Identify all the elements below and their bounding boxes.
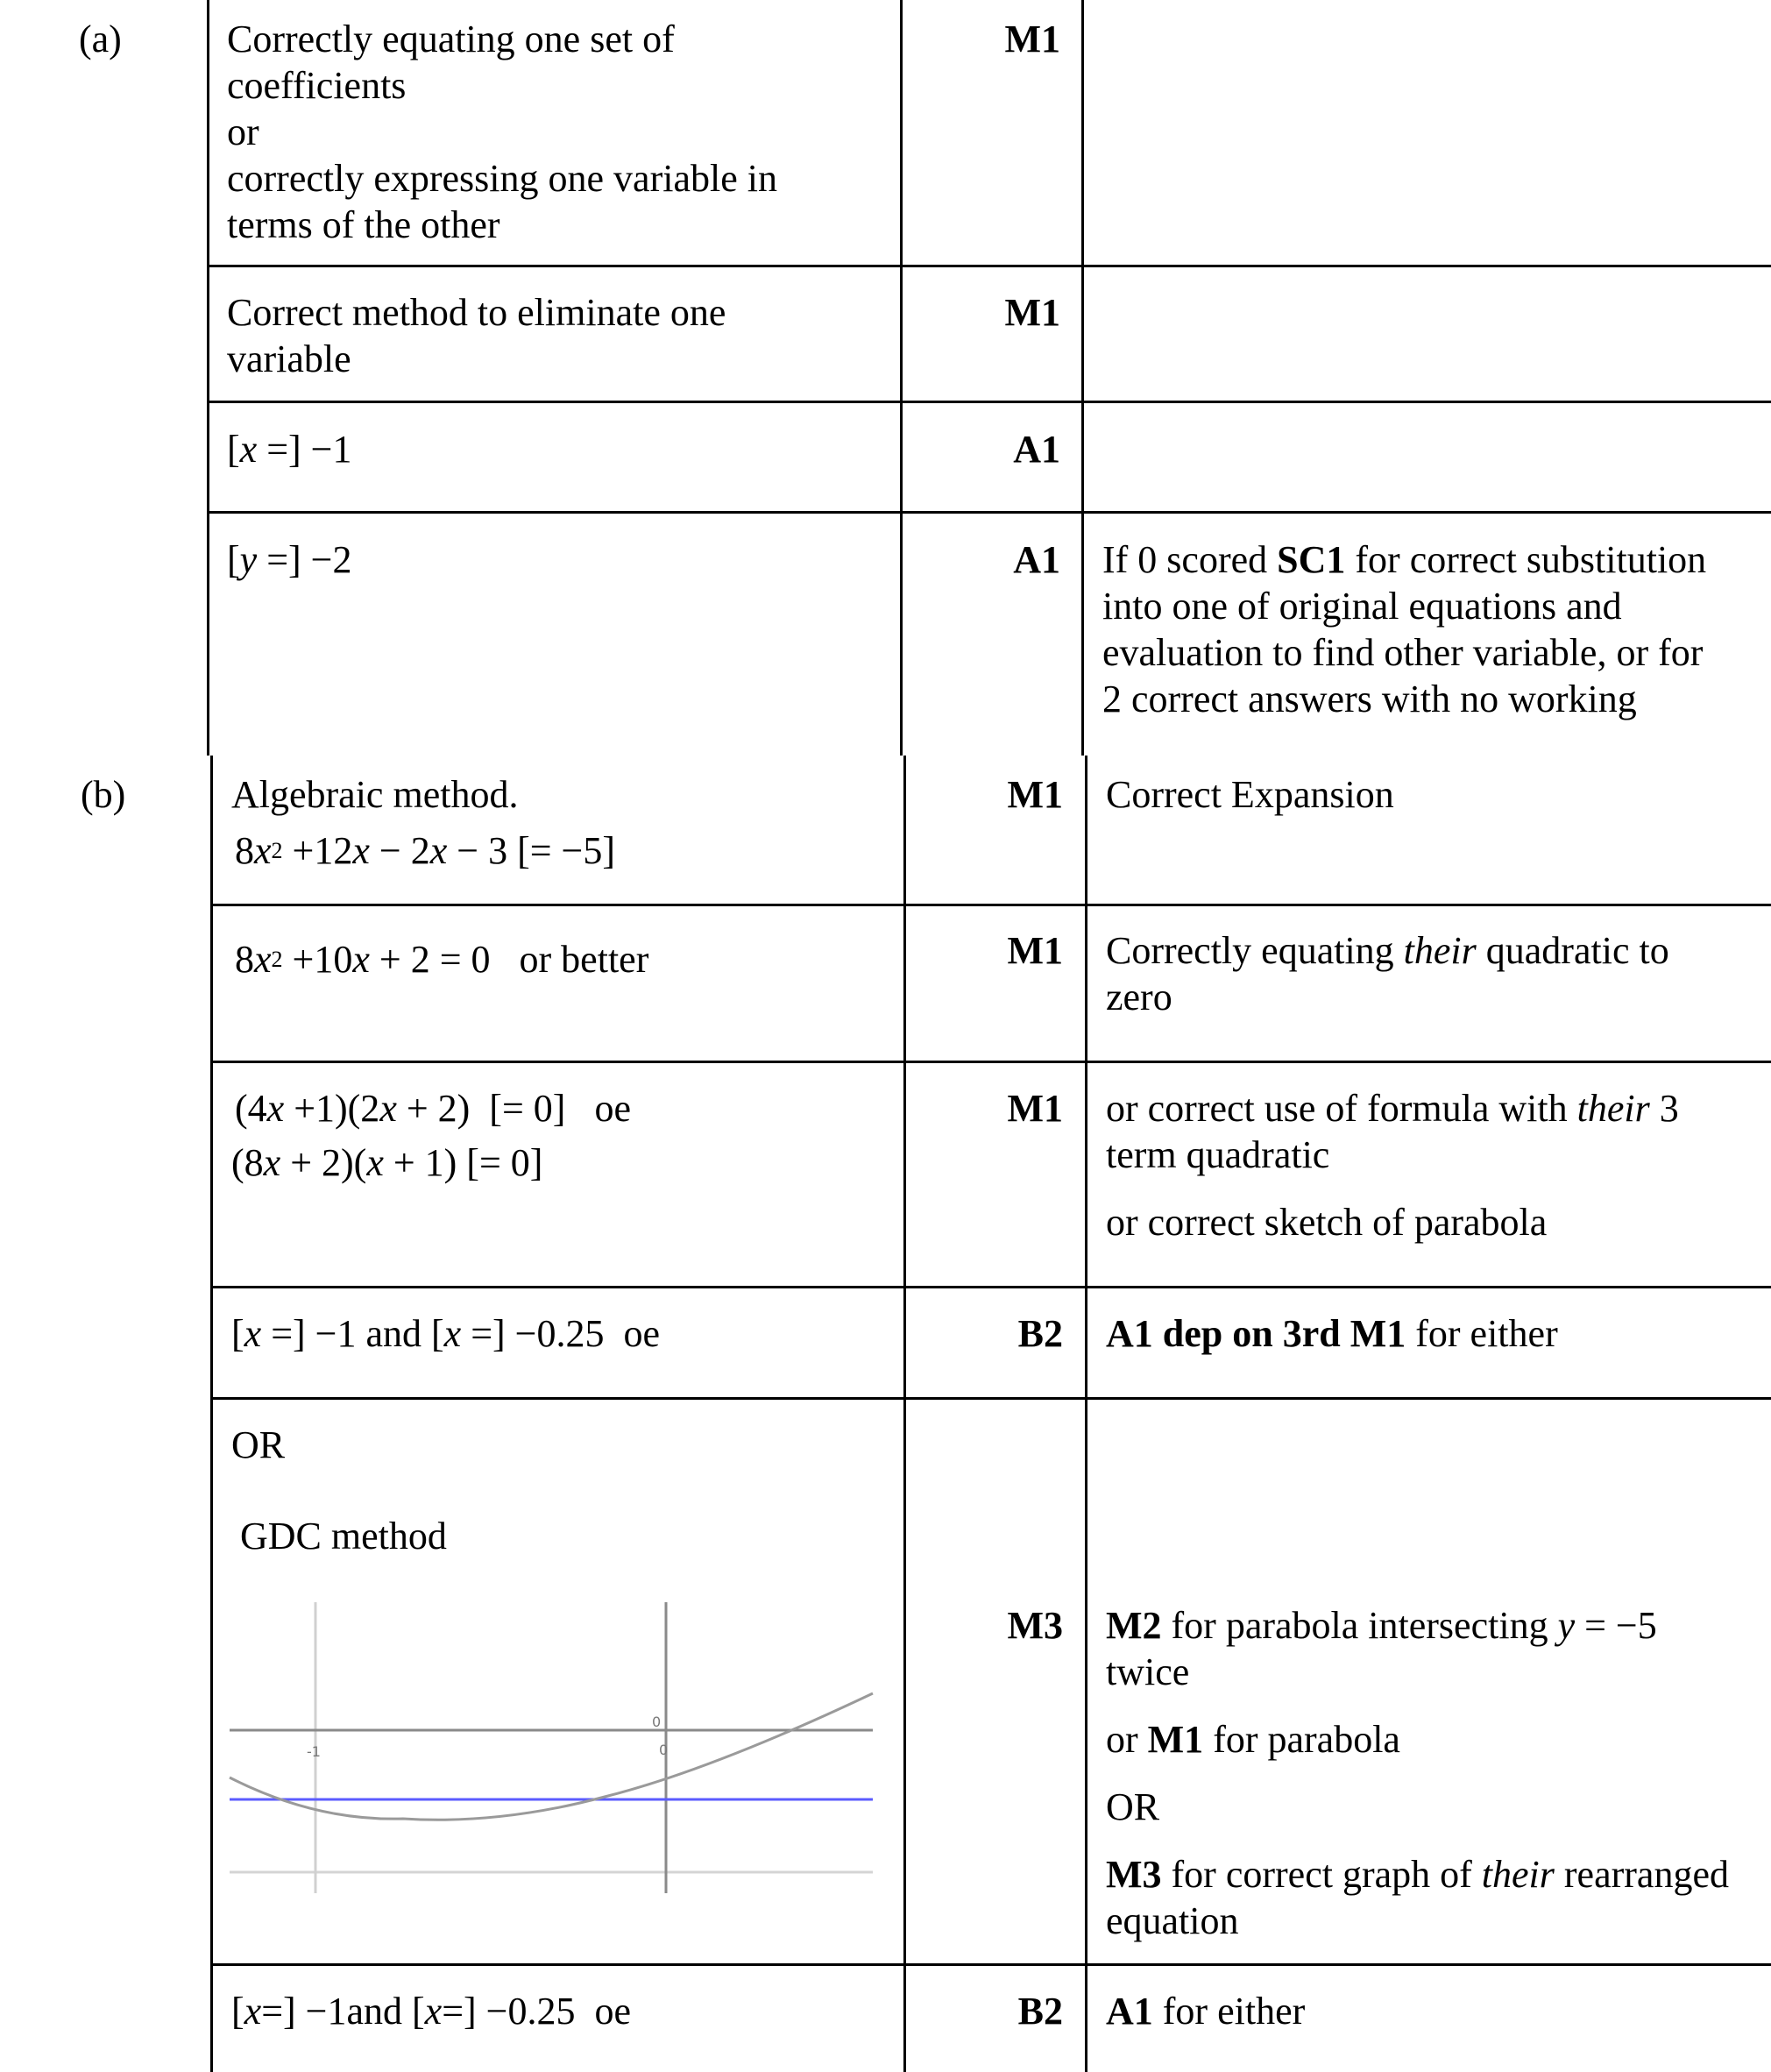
a-row-divider — [207, 511, 1771, 514]
b-row2-note: Correctly equating their quadratic to zero — [1106, 929, 1669, 1018]
a-row1-text — [227, 16, 777, 248]
text-line: Correctly equating one set of — [227, 18, 675, 60]
a-row-divider — [207, 401, 1771, 403]
b-right-border — [1085, 756, 1087, 2072]
note-line: OR — [1106, 1785, 1160, 1828]
a-row4-note: If 0 scored SC1 for correct substitution into one of original equations and evaluation to find other variable, or for 2 correct answers with no working — [1102, 538, 1707, 720]
text-line: correctly expressing one variable in — [227, 157, 777, 200]
mark-label: M1 — [1004, 291, 1060, 334]
mark-label: M1 — [1007, 773, 1063, 816]
a-row2-text — [227, 289, 726, 382]
b-row3-note: or correct use of formula with their 3 term quadratic or correct sketch of parabola — [1106, 1087, 1679, 1244]
a-right-border — [1081, 0, 1084, 756]
mark-label: A1 — [1013, 428, 1060, 471]
answer-x: [x =] −1 — [227, 428, 352, 471]
note-line: zero — [1106, 976, 1172, 1018]
b-left-border — [210, 756, 213, 2072]
equation: (8x + 2)(x + 1) [= 0] — [231, 1141, 543, 1184]
text-line: variable — [227, 337, 351, 380]
note-line: 2 correct answers with no working — [1102, 678, 1637, 720]
equation: (4x +1)(2x + 2) [= 0] oe — [235, 1087, 631, 1130]
mark-label: B2 — [1017, 1990, 1063, 2033]
answer: [x =] −1 and [x =] −0.25 oe — [231, 1312, 660, 1355]
tick-label: 0 — [652, 1714, 662, 1730]
b-row-divider — [210, 904, 1771, 906]
a-row-divider — [207, 265, 1771, 267]
text-line: terms of the other — [227, 203, 500, 246]
b-row-divider — [210, 1963, 1771, 1966]
mark-label: B2 — [1017, 1312, 1063, 1355]
part-b-label: (b) — [81, 773, 126, 816]
or-label: OR — [231, 1423, 286, 1466]
b-mid-border — [903, 756, 906, 2072]
note-line: twice — [1106, 1650, 1190, 1693]
b-row5-note: M2 for parabola intersecting y = −5 twice or M1 for parabola OR M3 for correct graph of their rearranged equation — [1106, 1604, 1729, 1942]
note-line: equation — [1106, 1899, 1239, 1942]
text-line: or — [227, 110, 259, 153]
note-line: evaluation to find other variable, or for — [1102, 631, 1704, 674]
text-line: coefficients — [227, 64, 407, 107]
mark-label: A1 — [1013, 538, 1060, 581]
note: A1 dep on 3rd M1 for either — [1106, 1312, 1558, 1355]
mark-label: M1 — [1007, 1087, 1063, 1130]
equation: $8x^2 +10x + 2 = 0$ or better — [235, 938, 649, 981]
equation: $8x^2 +12x - 2x - 3$ [= −5] — [235, 829, 615, 872]
mark-label: M3 — [1007, 1604, 1063, 1647]
method-heading: GDC method — [240, 1515, 447, 1558]
a-mid-border — [900, 0, 903, 756]
note: A1 for either — [1106, 1990, 1306, 2033]
text-line: Correct method to eliminate one — [227, 291, 726, 334]
method-heading: Algebraic method. — [231, 773, 519, 816]
note-line: term quadratic — [1106, 1133, 1330, 1176]
note-line: into one of original equations and — [1102, 585, 1622, 628]
tick-label: 0 — [659, 1742, 669, 1758]
answer: [x=] −1and [x=] −0.25 oe — [231, 1990, 631, 2033]
mark-label: M1 — [1004, 18, 1060, 60]
note: Correct Expansion — [1106, 773, 1394, 816]
parabola-curve — [230, 1693, 873, 1820]
answer-y: [y =] −2 — [227, 538, 352, 581]
a-left-border — [207, 0, 209, 756]
mark-label: M1 — [1007, 929, 1063, 972]
part-a-label: (a) — [79, 18, 122, 60]
tick-label: -1 — [307, 1743, 321, 1760]
gdc-graph — [219, 1595, 885, 1902]
b-row-divider — [210, 1286, 1771, 1288]
b-row-divider — [210, 1397, 1771, 1400]
note-line: or correct sketch of parabola — [1106, 1201, 1548, 1244]
b-row-divider — [210, 1061, 1771, 1063]
